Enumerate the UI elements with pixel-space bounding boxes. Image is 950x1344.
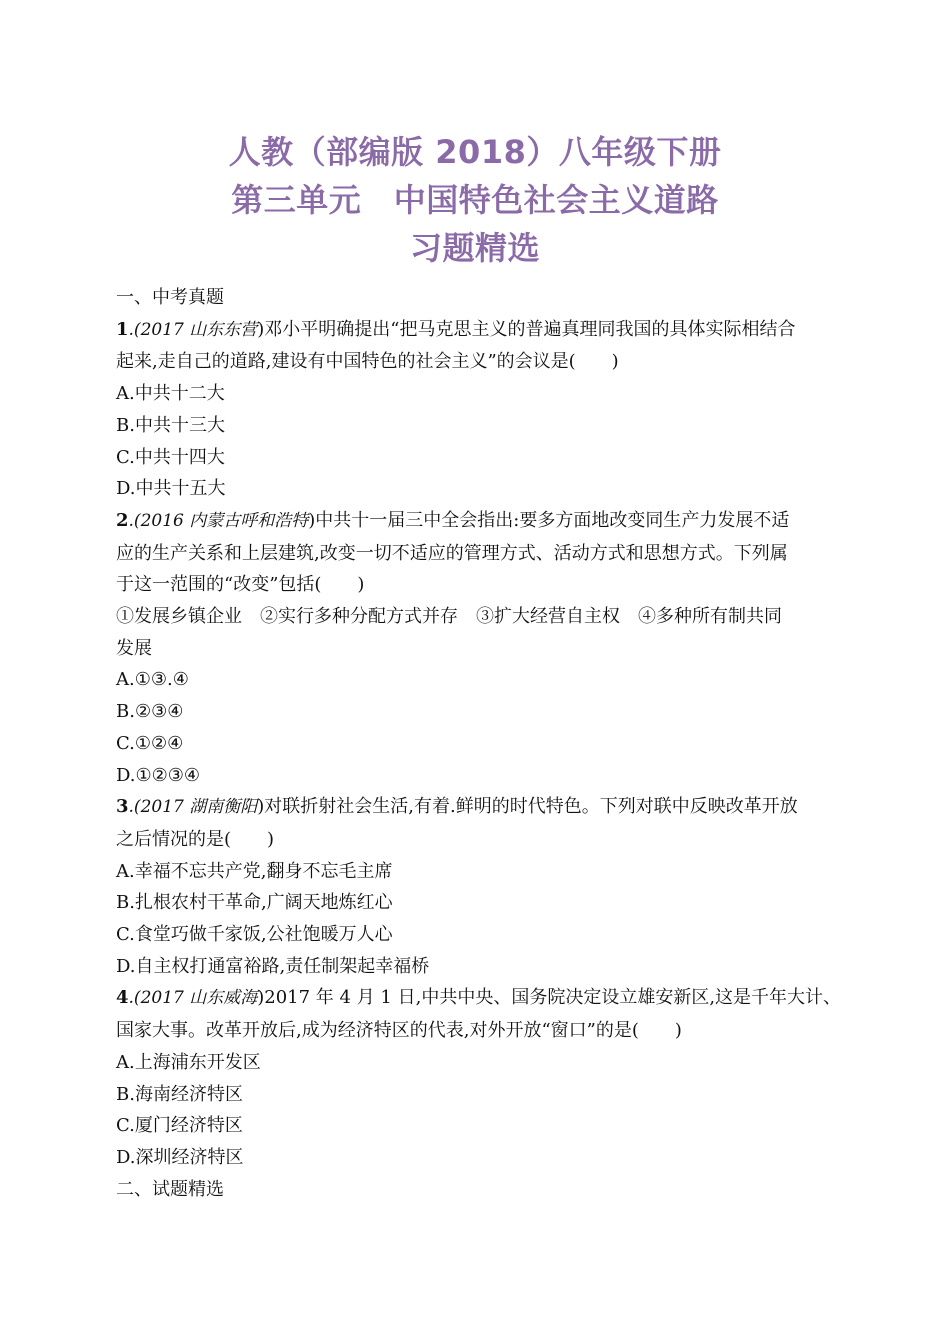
question-source: .(2016 内蒙古呼和浩特 <box>128 510 309 531</box>
question-3-line-2: 之后情况的是( ) <box>116 828 275 850</box>
section-label-exam: 一、中考真题 <box>116 287 224 308</box>
question-source: .(2017 山东威海 <box>128 988 258 1009</box>
question-2-line-5: 发展 <box>116 637 152 659</box>
question-text: )对联折射社会生活,有着.鲜明的时代特色。下列对联中反映改革开放 <box>257 796 798 818</box>
question-number: 3 <box>116 796 129 818</box>
section-label-selected: 二、试题精选 <box>116 1178 224 1200</box>
question-3-option-b: B.扎根农村干革命,广阔天地炼红心 <box>116 892 393 914</box>
question-2-option-a: A.①③.④ <box>116 669 189 691</box>
question-4-line-2: 国家大事。改革开放后,成为经济特区的代表,对外开放“窗口”的是( ) <box>116 1020 682 1042</box>
question-text: )邓小平明确提出“把马克思主义的普遍真理同我国的具体实际相结合 <box>257 318 796 340</box>
question-text: )中共十一届三中全会指出:要多方面地改变同生产力发展不适 <box>308 509 790 531</box>
unit-title: 第三单元 中国特色社会主义道路 <box>231 181 719 219</box>
title-block <box>0 128 950 272</box>
section-heading: 习题精选 <box>409 229 540 267</box>
question-2-line-2: 应的生产关系和上层建筑,改变一切不适应的管理方式、活动方式和思想方式。下列属 <box>116 542 788 564</box>
question-number: 4 <box>116 987 129 1009</box>
question-1-option-d: D.中共十五大 <box>116 478 226 500</box>
question-3-line-1 <box>116 791 846 824</box>
question-3-option-d: D.自主权打通富裕路,责任制架起幸福桥 <box>116 955 430 977</box>
question-source: .(2017 湖南衡阳 <box>128 797 258 818</box>
question-4-option-d: D.深圳经济特区 <box>116 1146 244 1168</box>
question-4-option-c: C.厦门经济特区 <box>116 1115 243 1137</box>
question-text: )2017 年 4 月 1 日,中共中央、国务院决定设立雄安新区,这是千年大计、 <box>257 987 842 1009</box>
question-2-option-c: C.①②④ <box>116 732 184 754</box>
question-2-line-3: 于这一范围的“改变”包括( ) <box>116 574 365 596</box>
question-1-option-b: B.中共十三大 <box>116 414 225 436</box>
question-4-line-1 <box>116 982 846 1015</box>
question-2-option-d: D.①②③④ <box>116 764 201 786</box>
question-list <box>116 282 846 1205</box>
question-1-line-1 <box>116 314 846 347</box>
question-number: 2 <box>116 509 129 531</box>
question-2-line-1 <box>116 505 846 538</box>
question-3-option-c: C.食堂巧做千家饭,公社饱暖万人心 <box>116 924 393 946</box>
question-4-option-a: A.上海浦东开发区 <box>116 1051 261 1073</box>
page-title: 人教（部编版 2018）八年级下册 <box>228 133 722 171</box>
question-1-option-a: A.中共十二大 <box>116 383 225 405</box>
question-2-line-4: ①发展乡镇企业 ②实行多种分配方式并存 ③扩大经营自主权 ④多种所有制共同 <box>116 606 782 628</box>
question-1-option-c: C.中共十四大 <box>116 446 225 468</box>
question-2-option-b: B.②③④ <box>116 701 184 723</box>
question-4-option-b: B.海南经济特区 <box>116 1083 243 1105</box>
question-3-option-a: A.幸福不忘共产党,翻身不忘毛主席 <box>116 860 393 882</box>
question-source: .(2017 山东东营 <box>128 319 258 340</box>
question-1-line-2: 起来,走自己的道路,建设有中国特色的社会主义”的会议是( ) <box>116 351 619 373</box>
question-number: 1 <box>116 318 129 340</box>
